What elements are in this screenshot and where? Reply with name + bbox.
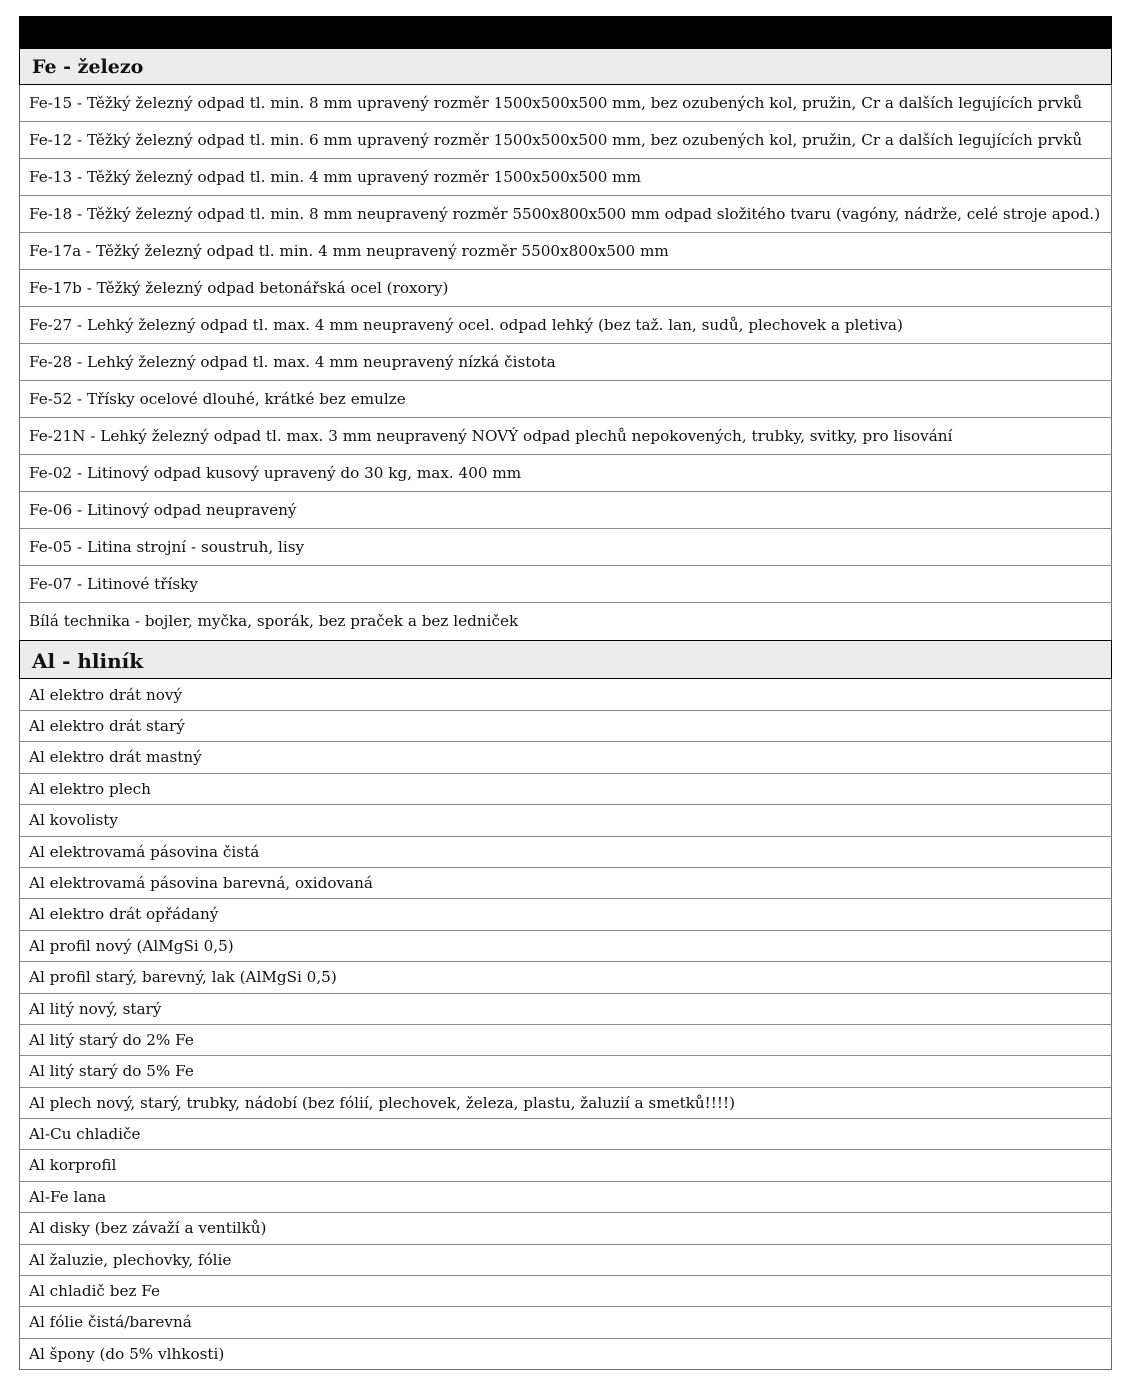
fe-item-row: Fe-07 - Litinové třísky [19, 566, 1112, 603]
fe-item-row: Fe-21N - Lehký železný odpad tl. max. 3 mm neupravený NOVÝ odpad plechů nepokovených, trubky, svitky, pro lisování [19, 418, 1112, 455]
fe-items-list [19, 85, 1112, 640]
al-item-row: Al litý starý do 5% Fe [19, 1056, 1112, 1087]
al-item-row: Al chladič bez Fe [19, 1276, 1112, 1307]
al-item-row: Al profil nový (AlMgSi 0,5) [19, 931, 1112, 962]
al-item-row: Al elektro plech [19, 774, 1112, 805]
al-item-row: Al špony (do 5% vlhkosti) [19, 1339, 1112, 1370]
fe-item-row: Fe-18 - Těžký železný odpad tl. min. 8 mm neupravený rozměr 5500x800x500 mm odpad složitého tvaru (vagóny, nádrže, celé stroje apod.) [19, 196, 1112, 233]
al-items-list [19, 679, 1112, 1370]
al-item-row: Al elektro drát opřádaný [19, 899, 1112, 930]
price-list-table [19, 16, 1112, 1370]
al-item-row: Al disky (bez závaží a ventilků) [19, 1213, 1112, 1244]
al-item-row: Al profil starý, barevný, lak (AlMgSi 0,5) [19, 962, 1112, 993]
al-item-row: Al elektro drát starý [19, 711, 1112, 742]
fe-item-row: Fe-02 - Litinový odpad kusový upravený do 30 kg, max. 400 mm [19, 455, 1112, 492]
fe-item-row: Fe-52 - Třísky ocelové dlouhé, krátké bez emulze [19, 381, 1112, 418]
fe-item-row: Bílá technika - bojler, myčka, sporák, bez praček a bez ledniček [19, 603, 1112, 640]
al-item-row: Al žaluzie, plechovky, fólie [19, 1245, 1112, 1276]
al-item-row: Al elektrovamá pásovina čistá [19, 837, 1112, 868]
fe-item-row: Fe-15 - Těžký železný odpad tl. min. 8 mm upravený rozměr 1500x500x500 mm, bez ozubených kol, pružin, Cr a dalších legujících prvků [19, 85, 1112, 122]
fe-item-row: Fe-17a - Těžký železný odpad tl. min. 4 mm neupravený rozměr 5500x800x500 mm [19, 233, 1112, 270]
section-header-fe: Fe - železo [19, 49, 1112, 85]
fe-item-row: Fe-13 - Těžký železný odpad tl. min. 4 mm upravený rozměr 1500x500x500 mm [19, 159, 1112, 196]
fe-item-row: Fe-17b - Těžký železný odpad betonářská ocel (roxory) [19, 270, 1112, 307]
fe-item-row: Fe-27 - Lehký železný odpad tl. max. 4 mm neupravený ocel. odpad lehký (bez taž. lan, sudů, plechovek a pletiva) [19, 307, 1112, 344]
al-item-row: Al kovolisty [19, 805, 1112, 836]
table-top-bar [19, 16, 1112, 49]
al-item-row: Al plech nový, starý, trubky, nádobí (bez fólií, plechovek, železa, plastu, žaluzií a smetků!!!!) [19, 1088, 1112, 1119]
al-item-row: Al fólie čistá/barevná [19, 1307, 1112, 1338]
fe-item-row: Fe-12 - Těžký železný odpad tl. min. 6 mm upravený rozměr 1500x500x500 mm, bez ozubených kol, pružin, Cr a dalších legujících prvků [19, 122, 1112, 159]
al-item-row: Al litý nový, starý [19, 994, 1112, 1025]
al-item-row: Al elektrovamá pásovina barevná, oxidovaná [19, 868, 1112, 899]
al-item-row: Al litý starý do 2% Fe [19, 1025, 1112, 1056]
al-item-row: Al-Cu chladiče [19, 1119, 1112, 1150]
fe-item-row: Fe-28 - Lehký železný odpad tl. max. 4 mm neupravený nízká čistota [19, 344, 1112, 381]
al-item-row: Al korprofil [19, 1150, 1112, 1181]
al-item-row: Al elektro drát nový [19, 679, 1112, 711]
section-header-al: Al - hliník [19, 640, 1112, 679]
al-item-row: Al elektro drát mastný [19, 742, 1112, 773]
al-item-row: Al-Fe lana [19, 1182, 1112, 1213]
fe-item-row: Fe-05 - Litina strojní - soustruh, lisy [19, 529, 1112, 566]
fe-item-row: Fe-06 - Litinový odpad neupravený [19, 492, 1112, 529]
